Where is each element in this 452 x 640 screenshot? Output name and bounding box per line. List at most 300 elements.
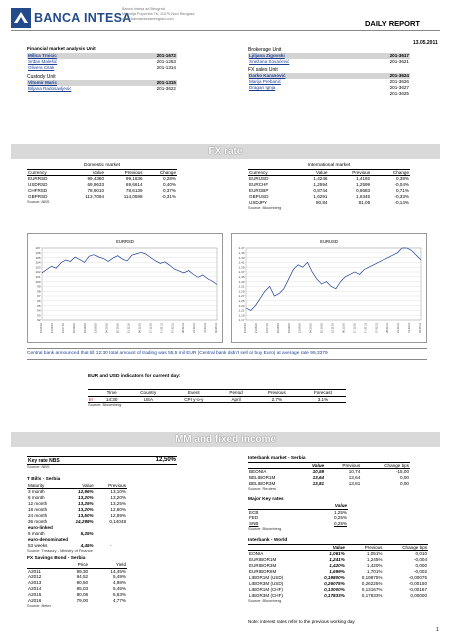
x-tick-label: 28.02.11: [386, 323, 390, 333]
x-tick-label: 04.10.10: [309, 323, 313, 334]
domestic-market-title: Domestic market: [84, 163, 120, 168]
y-tick-label: 104: [35, 260, 41, 265]
contact-phone: 201-3627: [389, 85, 409, 91]
col-header: Value: [62, 483, 95, 489]
fx-bonds-title: FX Savings Bond - Serbia: [27, 556, 86, 562]
table-cell: USDJPY: [249, 200, 268, 205]
table-cell: 12 month: [28, 500, 48, 506]
col-header: Previous: [325, 462, 361, 469]
table-cell: GBPRSD: [28, 194, 48, 199]
contacts-left: [27, 47, 177, 92]
key-rate-value: 12,50%: [117, 457, 177, 465]
x-tick-label: 21.06.10: [254, 323, 258, 334]
y-tick-label: 96: [37, 299, 41, 303]
table-cell: 13,81: [312, 481, 325, 486]
table-cell: 0,19875%: [361, 574, 383, 580]
contact-name[interactable]: Olivera Citak: [28, 65, 55, 70]
central-bank-note: Central bank announced that till 12:30 total amount of trading was 55,5 mil EUR (Central bank didn't sell or buy Euro) at average rate 99,3379: [27, 351, 328, 356]
table-cell: -15,00: [395, 469, 409, 475]
table-cell: 0,28%: [162, 176, 176, 182]
event-previous: 2.7%: [271, 396, 283, 402]
table-cell: 0,25%: [333, 515, 347, 521]
table-cell: 78,9010: [87, 188, 105, 193]
y-tick-label: 1,45: [238, 251, 245, 255]
col-header: Price: [60, 562, 89, 568]
table-cell: 13,81: [348, 481, 361, 486]
series-line: [42, 252, 217, 284]
contact-phone: 201-3624: [389, 73, 409, 79]
y-tick-label: 1,17: [238, 318, 245, 323]
table-cell: 5,25%: [80, 530, 94, 536]
x-tick-label: 13.09.10: [94, 323, 98, 334]
x-tick-label: 21.03.11: [397, 323, 401, 333]
table-cell: -: [110, 542, 112, 548]
table-cell: 0,17833%: [361, 592, 383, 598]
table-cell: 1,699%: [329, 568, 345, 574]
eurusd-chart: [231, 233, 427, 343]
table-cell: 1,4246: [313, 176, 328, 182]
custody-unit-title: Custody Unit: [27, 73, 56, 80]
table-cell: 14,45%: [110, 568, 126, 574]
table-cell: A2013: [28, 580, 42, 586]
x-tick-label: 21.06.10: [50, 323, 54, 334]
table-cell: 99,1636: [125, 176, 143, 182]
table-cell: BELIBOR3M: [249, 481, 276, 486]
y-tick-label: 97: [37, 294, 41, 299]
col-header: Value: [308, 544, 346, 551]
y-tick-label: 99: [37, 284, 41, 289]
x-tick-label: 28.02.11: [182, 323, 186, 333]
contact-name: [248, 91, 352, 97]
table-cell: 0,00: [400, 475, 409, 480]
table-cell: 1,420%: [329, 562, 345, 568]
table-cell: -0,00075: [408, 574, 427, 580]
table-cell: 113,7094: [85, 194, 105, 199]
mm-right-column: [248, 456, 428, 625]
table-cell: A2014: [28, 586, 42, 592]
col-header: Previous: [346, 544, 384, 551]
table-cell: 53 weeks: [28, 542, 48, 548]
contact-name[interactable]: Biljana Radosavljevic: [28, 86, 72, 91]
x-tick-label: 13.09.10: [298, 323, 302, 334]
x-tick-label: 02.08.10: [72, 323, 76, 334]
table-cell: 99,4380: [87, 176, 105, 182]
x-tick-label: 17.01.11: [364, 323, 368, 333]
table-cell: 80,08: [76, 592, 89, 598]
table-cell: 0,37%: [162, 188, 176, 193]
table-cell: 0,010: [415, 551, 427, 557]
source-note: Source: Bloomberg: [248, 597, 282, 603]
table-cell: -0,04%: [394, 182, 409, 187]
table-cell: 5,49%: [112, 574, 126, 580]
table-cell: EONIA: [249, 551, 264, 557]
table-cell: 69,6614: [125, 182, 143, 187]
col-header: Change: [371, 169, 410, 176]
euro-linked-label: euro-linked: [28, 524, 53, 530]
plot-area: [42, 248, 217, 320]
key-rate-label: Key rate NBS: [27, 457, 117, 465]
table-cell: EURCHF: [249, 182, 269, 187]
table-cell: 4,77%: [112, 598, 126, 604]
col-header: Change: [144, 169, 177, 176]
source-note: Source: NBS: [27, 198, 50, 204]
bank-address: [122, 7, 194, 22]
mm-section-header: [11, 432, 440, 447]
interbank-serbia-title: Interbank market - Serbia: [248, 456, 306, 461]
interbank-world-rows: [248, 551, 428, 599]
major-key-rates-title: Major Key rates: [248, 497, 284, 503]
x-tick-label: 31.05.10: [40, 323, 43, 334]
source-note: Source: Belex: [27, 603, 52, 609]
table-cell: 0,25%: [333, 521, 347, 527]
col-header: Value: [291, 503, 348, 509]
table-cell: 0,38%: [395, 176, 409, 182]
table-cell: 13,20%: [78, 494, 94, 500]
table-cell: 13,20%: [110, 494, 126, 500]
table-cell: -0,00167: [408, 586, 427, 592]
address-line: Banca Intesa ad Beograd: [122, 7, 165, 11]
table-cell: -0,004: [413, 556, 427, 562]
y-tick-label: 1,31: [238, 284, 245, 289]
y-tick-label: 1,39: [238, 265, 245, 270]
y-tick-label: 94: [37, 308, 41, 313]
source-note: Source: Reuters: [248, 485, 277, 491]
table-cell: 81,05: [358, 200, 371, 205]
table-cell: 14,298%: [75, 518, 94, 524]
contact-phone: 201-1263: [156, 59, 176, 64]
table-cell: CHFRSD: [28, 188, 48, 193]
y-tick-label: 98: [37, 289, 41, 294]
y-tick-label: 103: [35, 265, 41, 270]
table-cell: 12,89%: [110, 512, 126, 518]
table-cell: -0,00150: [408, 580, 427, 586]
event-period: April: [231, 396, 241, 402]
x-tick-label: 12.07.10: [265, 323, 269, 334]
x-tick-label: 06.12.10: [342, 323, 346, 334]
col-header: Time: [96, 390, 127, 397]
y-tick-label: 92: [37, 318, 41, 323]
table-cell: 13,25%: [78, 500, 94, 506]
contacts-right: [248, 47, 410, 97]
fx-rate-title: FX rate: [208, 145, 243, 157]
table-row: [27, 519, 127, 525]
table-cell: 1,25%: [333, 509, 347, 515]
source-note: Source: Bloomberg: [248, 526, 282, 532]
contact-name[interactable]: Ljiljana Zigovski: [249, 53, 285, 59]
domestic-market-table: [27, 163, 177, 204]
divider: [27, 359, 427, 360]
table-cell: 6 month: [28, 530, 45, 536]
domestic-rows: [27, 176, 177, 200]
table-cell: 79,00: [76, 598, 89, 604]
table-cell: 3 month: [28, 489, 45, 495]
table-cell: 0,13167%: [361, 586, 383, 592]
table-cell: USDRSD: [28, 182, 48, 187]
table-cell: 12,60%: [110, 506, 126, 512]
address-line: www.bancaintesabeograd.com: [122, 17, 174, 22]
y-tick-label: 1,35: [238, 275, 245, 279]
y-tick-label: 93: [37, 313, 41, 318]
contact-name[interactable]: Milica Trnicic: [28, 53, 57, 58]
table-cell: 13,20%: [78, 506, 94, 512]
contact-name[interactable]: Srđan Malešić: [28, 59, 58, 64]
table-cell: 0,14048: [109, 518, 126, 524]
indicators-table: [88, 389, 346, 408]
table-cell: 0,26225%: [361, 580, 383, 586]
x-tick-label: 15.11.10: [127, 323, 131, 333]
x-tick-label: 02.08.10: [276, 323, 280, 334]
fx-sales-unit-title: FX sales Unit: [248, 67, 278, 73]
table-cell: A2012: [28, 574, 42, 580]
table-cell: -0,14%: [394, 200, 409, 205]
x-tick-label: 02.05.11: [215, 323, 218, 333]
series-line: [246, 248, 421, 310]
x-tick-label: 07.02.11: [171, 323, 175, 333]
x-tick-label: 31.05.10: [244, 323, 247, 334]
col-header: Currency: [27, 169, 67, 176]
contact-name[interactable]: Vitomir Maric: [28, 80, 58, 85]
table-cell: 6 month: [28, 494, 45, 500]
y-tick-label: 107: [35, 246, 41, 251]
source-note: Source: Bloomberg: [88, 402, 122, 407]
table-cell: 1,701%: [366, 568, 383, 574]
divider: [27, 348, 427, 349]
source-note: Source: NBS: [27, 464, 50, 470]
contact-name[interactable]: Dragan Ignja: [249, 85, 276, 91]
x-tick-label: 02.05.11: [419, 323, 422, 333]
x-tick-label: 17.01.11: [160, 323, 164, 333]
table-cell: 24 month: [28, 512, 48, 518]
table-cell: 13,64: [312, 475, 325, 480]
eurrsd-chart-svg: [28, 234, 222, 342]
col-header: Value: [67, 169, 105, 176]
y-tick-label: 1,23: [238, 303, 245, 308]
col-header: Change bps: [383, 544, 428, 551]
col-header: Previous: [254, 390, 300, 397]
table-cell: 4,45%: [80, 542, 94, 548]
table-cell: 0,00000: [410, 592, 427, 598]
international-market-title: International market: [307, 163, 351, 168]
table-cell: 0,19800%: [324, 574, 345, 580]
contact-phone: 201-3626: [389, 79, 409, 85]
col-header: Event: [169, 390, 218, 397]
x-tick-label: 25.10.10: [320, 323, 324, 334]
col-header: Value: [294, 169, 328, 176]
table-cell: 85,03: [76, 586, 89, 592]
table-cell: LIBOR1M (CHF): [249, 586, 283, 592]
y-tick-label: 1,29: [238, 289, 245, 294]
indicators-title: EUR and USD indicators for current day:: [88, 374, 181, 379]
table-cell: 5,63%: [112, 592, 126, 598]
table-cell: FED: [249, 515, 259, 521]
table-cell: 36 month: [28, 518, 48, 524]
table-cell: 1,4192: [356, 176, 371, 182]
table-cell: 1,245%: [366, 556, 383, 562]
table-cell: -0,002: [413, 568, 427, 574]
table-cell: 5,45%: [112, 586, 126, 592]
y-tick-label: 105: [35, 255, 41, 260]
x-tick-label: 27.12.10: [353, 323, 357, 334]
eurrsd-chart: [27, 233, 223, 343]
col-header: Previous: [105, 169, 143, 176]
table-cell: 13,64: [348, 475, 361, 480]
y-tick-label: 102: [35, 270, 41, 275]
bank-logo-icon: [11, 8, 31, 28]
y-tick-label: 95: [37, 303, 41, 308]
table-cell: 4,98%: [112, 580, 126, 586]
contact-phone: 201-3617: [389, 53, 409, 59]
interbank-world-title: Interbank - World: [248, 537, 288, 543]
table-cell: 1,2594: [313, 182, 328, 187]
rates-note: Note: interest rates refer to the previous working day: [248, 619, 355, 625]
table-cell: 13,50%: [78, 512, 94, 518]
report-title: DAILY REPORT: [365, 19, 421, 28]
event-name: CPI y-o-y: [184, 396, 204, 402]
report-date: 13.05.2011: [413, 40, 438, 46]
y-tick-label: 100: [35, 279, 41, 284]
x-tick-label: 23.08.10: [287, 323, 291, 334]
x-tick-label: 11.04.11: [408, 323, 412, 333]
y-tick-label: 1,19: [238, 313, 245, 318]
col-header: Yield: [89, 562, 127, 568]
table-cell: 0,00: [400, 481, 409, 486]
table-cell: 18 month: [28, 506, 48, 512]
table-cell: EURIBOR1M: [249, 556, 277, 562]
y-tick-label: 1,21: [238, 308, 245, 313]
source-note: Source: Bloomberg: [248, 204, 282, 210]
x-tick-label: 12.07.10: [61, 323, 65, 334]
col-header: Change bps: [361, 462, 410, 469]
table-cell: 0,71%: [395, 188, 409, 193]
table-cell: 10,59: [312, 469, 325, 475]
col-header: Country: [127, 390, 169, 397]
col-header: Period: [218, 390, 253, 397]
x-tick-label: 27.12.10: [149, 323, 153, 334]
y-tick-label: 106: [35, 251, 41, 255]
contact-phone: 201-1314: [156, 65, 176, 70]
table-cell: 13,25%: [110, 500, 126, 506]
international-rows: [248, 176, 410, 206]
table-cell: -0,31%: [161, 194, 176, 199]
table-cell: 1,6345: [356, 194, 371, 199]
mm-left-column: [27, 456, 177, 609]
table-cell: 80,84: [315, 200, 328, 205]
table-cell: A2016: [28, 598, 42, 604]
header-divider: [11, 30, 440, 31]
table-cell: 0,17833%: [324, 592, 345, 598]
brokerage-unit-title: Brokerage Unit: [248, 47, 282, 53]
col-header: Previous: [95, 483, 127, 489]
table-cell: 12,96%: [78, 489, 94, 495]
table-cell: 0,26075%: [324, 580, 345, 586]
event-forecast: 3.1%: [317, 396, 329, 402]
table-cell: LIBOR3M (CHF): [249, 592, 283, 598]
table-cell: 0,8744: [313, 188, 328, 193]
y-tick-label: 1,43: [238, 255, 245, 260]
table-cell: 1,061%: [329, 551, 345, 557]
page-number: 1: [436, 627, 439, 633]
eurusd-chart-svg: [232, 234, 426, 342]
x-tick-label: 04.10.10: [105, 323, 109, 334]
contact-phone: 201-3622: [156, 86, 176, 91]
contact-phone: 201-3625: [389, 91, 409, 97]
x-tick-label: 06.12.10: [138, 323, 142, 334]
x-tick-label: 25.10.10: [116, 323, 120, 334]
table-cell: 1,420%: [366, 562, 383, 568]
tbills-title: T Bills - Serbia: [27, 476, 61, 482]
euro-denominated-label: euro-denominated: [28, 536, 69, 542]
table-cell: 13,10%: [110, 489, 126, 495]
interbank-serbia-rows: [248, 469, 410, 487]
table-cell: 0,13000%: [324, 586, 345, 592]
x-tick-label: 07.02.11: [375, 323, 379, 333]
table-cell: 99,30: [76, 568, 89, 574]
table-cell: GBPUSD: [249, 194, 269, 199]
contact-name[interactable]: Snežana Sovaćević: [249, 59, 290, 65]
table-cell: SNB: [249, 521, 259, 527]
international-market-table: [248, 163, 410, 210]
event-country: USA: [143, 396, 154, 402]
table-cell: 1,2599: [356, 182, 371, 187]
table-cell: 0,40%: [162, 182, 176, 187]
table-cell: 10,74: [348, 469, 361, 475]
y-tick-label: 1,37: [238, 270, 245, 275]
analysis-unit-title: Financial market analysis Unit: [27, 47, 96, 52]
table-cell: -0,33%: [394, 194, 409, 199]
contact-name[interactable]: Marija Prebanić: [249, 79, 281, 85]
mm-title: MM and fixed income: [174, 433, 277, 445]
table-cell: LIBOR3M (USD): [249, 580, 284, 586]
y-tick-label: 1,25: [238, 299, 245, 303]
table-cell: 1,051%: [366, 551, 383, 557]
col-header: Currency: [248, 169, 294, 176]
address-line: Milentija Popovića 7b, 11070 Novi Beograd: [122, 12, 195, 17]
table-cell: 94,52: [76, 574, 89, 580]
chart-title: EURRSD: [116, 239, 134, 244]
x-tick-label: 15.11.10: [331, 323, 335, 333]
table-cell: EURGBP: [249, 188, 269, 193]
col-header: Previous: [328, 169, 371, 176]
table-cell: ECB: [249, 509, 259, 515]
table-cell: A2011: [28, 568, 41, 574]
y-tick-label: 1,47: [238, 246, 245, 251]
fx-bonds-rows: [27, 568, 127, 604]
col-header: Forecast: [300, 390, 346, 397]
table-cell: 114,0598: [123, 194, 143, 199]
table-cell: 69,9633: [87, 182, 105, 187]
table-cell: 78,6139: [125, 188, 143, 193]
chart-title: EURUSD: [320, 239, 338, 244]
table-cell: LIBOR1M (USD): [249, 574, 284, 580]
y-tick-label: 1,27: [238, 294, 245, 299]
table-cell: BEONIA: [249, 469, 267, 475]
contact-name[interactable]: Darko Karanović: [249, 73, 286, 79]
table-cell: BELIBOR1M: [249, 475, 276, 480]
y-tick-label: 101: [35, 275, 41, 279]
table-cell: 90,50: [76, 580, 89, 586]
table-cell: EURRSD: [28, 176, 48, 182]
table-cell: 1,241%: [329, 556, 345, 562]
event-time: 14:30: [105, 396, 118, 402]
y-tick-label: 1,41: [238, 260, 245, 265]
fx-rate-section-header: [11, 144, 440, 159]
tbills-rows: [27, 489, 127, 525]
contact-phone: 201-1672: [156, 53, 176, 58]
y-tick-label: 1,33: [238, 279, 245, 284]
source-note: Source: Treasury - Ministry of Finance: [27, 547, 93, 553]
contact-phone: 201-1315: [156, 80, 176, 85]
col-header: Maturity: [27, 483, 62, 489]
